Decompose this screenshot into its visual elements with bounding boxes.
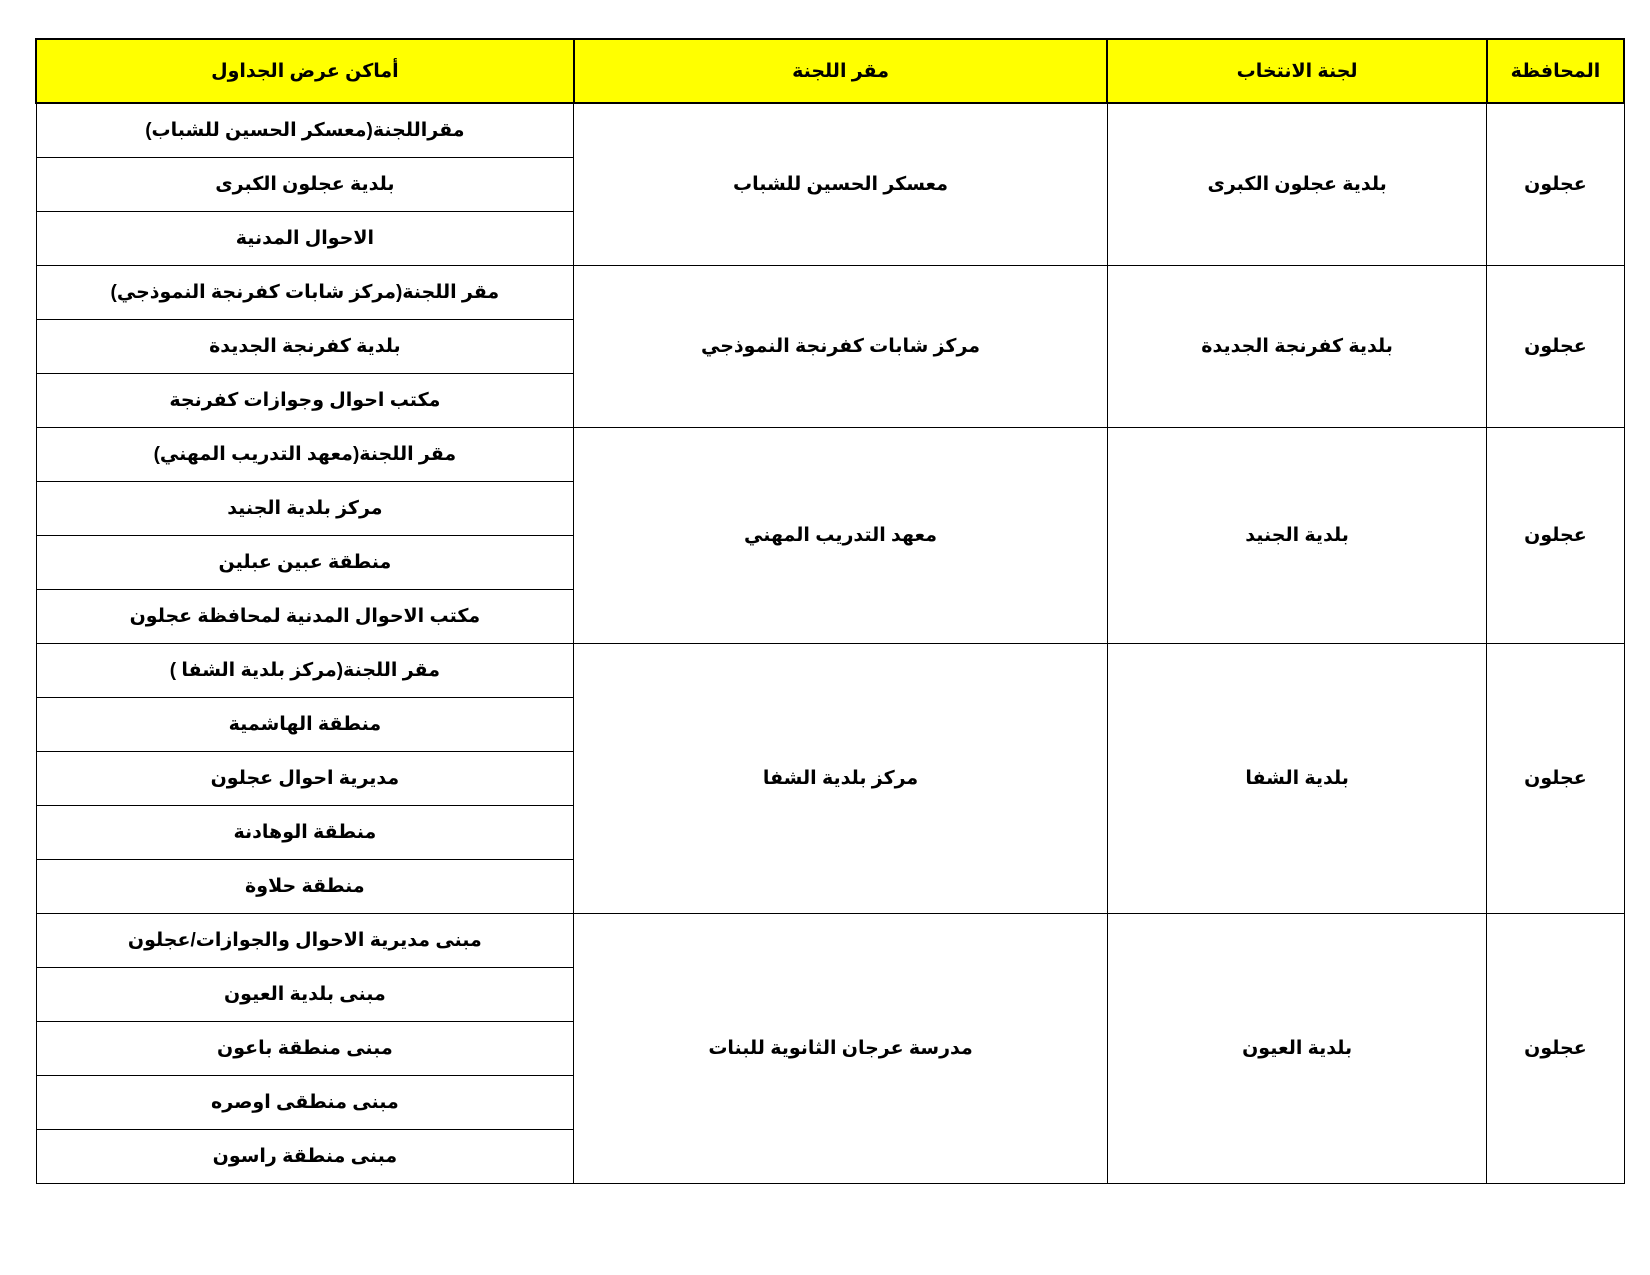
- election-committee-cell: بلدية عجلون الكبرى: [1107, 103, 1487, 266]
- display-place-cell: مكتب احوال وجوازات كفرنجة: [36, 374, 574, 428]
- display-place-cell: منطقة الوهادنة: [36, 806, 574, 860]
- display-place-cell: بلدية عجلون الكبرى: [36, 158, 574, 212]
- election-committee-cell: بلدية الجنيد: [1107, 428, 1487, 644]
- display-place-cell: مقر اللجنة(مركز شابات كفرنجة النموذجي): [36, 266, 574, 320]
- election-committee-cell: بلدية كفرنجة الجديدة: [1107, 266, 1487, 428]
- display-place-cell: مبنى منطقة باعون: [36, 1022, 574, 1076]
- committee-hq-cell: معهد التدريب المهني: [574, 428, 1108, 644]
- display-place-cell: الاحوال المدنية: [36, 212, 574, 266]
- display-place-cell: مديرية احوال عجلون: [36, 752, 574, 806]
- table-row: [36, 644, 1624, 698]
- display-place-cell: مقراللجنة(معسكر الحسين للشباب): [36, 103, 574, 158]
- committee-hq-cell: مدرسة عرجان الثانوية للبنات: [574, 914, 1108, 1184]
- display-place-cell: مركز بلدية الجنيد: [36, 482, 574, 536]
- display-place-cell: منطقة حلاوة: [36, 860, 574, 914]
- display-place-cell: مبنى مديرية الاحوال والجوازات/عجلون: [36, 914, 574, 968]
- election-committee-cell: بلدية الشفا: [1107, 644, 1487, 914]
- governorate-cell: عجلون: [1487, 644, 1624, 914]
- governorate-cell: عجلون: [1487, 914, 1624, 1184]
- governorate-cell: عجلون: [1487, 103, 1624, 266]
- display-place-cell: مبنى منطقى اوصره: [36, 1076, 574, 1130]
- header-governorate: المحافظة: [1487, 39, 1624, 103]
- display-place-cell: منطقة عبين عبلين: [36, 536, 574, 590]
- committee-hq-cell: مركز بلدية الشفا: [574, 644, 1108, 914]
- table-row: [36, 266, 1624, 320]
- table-row: [36, 914, 1624, 968]
- display-place-cell: مكتب الاحوال المدنية لمحافظة عجلون: [36, 590, 574, 644]
- table-row: [36, 428, 1624, 482]
- governorate-cell: عجلون: [1487, 428, 1624, 644]
- table-body: [36, 103, 1624, 1184]
- display-place-cell: مقر اللجنة(معهد التدريب المهني): [36, 428, 574, 482]
- header-row: [36, 39, 1624, 103]
- election-committee-cell: بلدية العيون: [1107, 914, 1487, 1184]
- display-place-cell: مبنى منطقة راسون: [36, 1130, 574, 1184]
- committee-hq-cell: معسكر الحسين للشباب: [574, 103, 1108, 266]
- header-committee: لجنة الانتخاب: [1107, 39, 1487, 103]
- election-committees-table: [35, 38, 1625, 1184]
- display-place-cell: مبنى بلدية العيون: [36, 968, 574, 1022]
- display-place-cell: بلدية كفرنجة الجديدة: [36, 320, 574, 374]
- display-place-cell: منطقة الهاشمية: [36, 698, 574, 752]
- header-hq: مقر اللجنة: [574, 39, 1108, 103]
- committee-hq-cell: مركز شابات كفرنجة النموذجي: [574, 266, 1108, 428]
- schedule-sheet: [35, 38, 1625, 1184]
- governorate-cell: عجلون: [1487, 266, 1624, 428]
- table-row: [36, 103, 1624, 158]
- display-place-cell: مقر اللجنة(مركز بلدية الشفا ): [36, 644, 574, 698]
- header-places: أماكن عرض الجداول: [36, 39, 574, 103]
